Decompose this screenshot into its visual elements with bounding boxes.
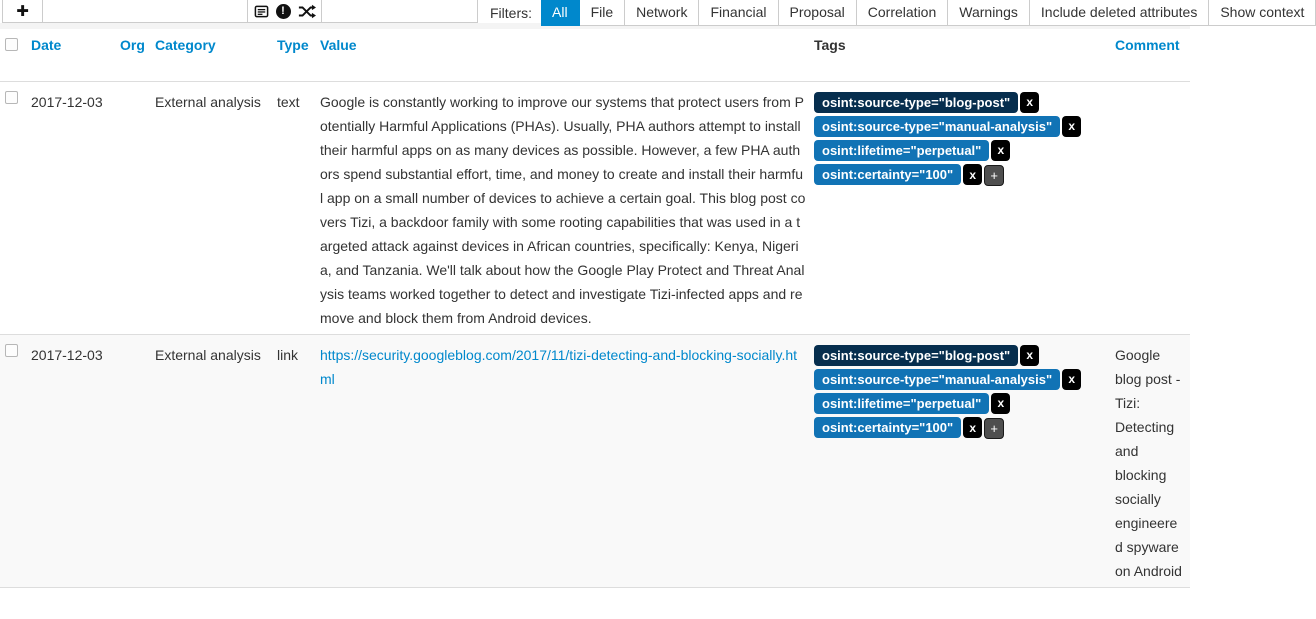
remove-tag-button[interactable]: x [963, 417, 982, 438]
type-cell: link [277, 346, 299, 363]
sort-value-header[interactable]: Value [320, 37, 357, 53]
add-tag-button[interactable]: + [984, 165, 1004, 186]
top-toolbar [0, 0, 1305, 29]
filter-include-deleted[interactable]: Include deleted attributes [1030, 0, 1209, 26]
tag-pill[interactable]: osint:source-type="manual-analysis" [814, 369, 1060, 390]
sort-category-header[interactable]: Category [155, 37, 216, 53]
category-cell: External analysis [155, 346, 261, 363]
sort-comment-header[interactable]: Comment [1115, 37, 1180, 53]
filter-all[interactable]: All [541, 0, 580, 26]
filters-bar [490, 0, 1316, 26]
value-cell: Google is constantly working to improve our systems that protect users from Potentially Harmful Applications (PHAs). Usually, PHA authors attempt to install their harmful apps on as many devices as possible. However, a few PHA authors spend substantial effort, time, and money to create and install their harmful app on a small number of devices to achieve a certain goal. This blog post covers Tizi, a backdoor family with some rooting capabilities that was used in a targeted attack against devices in African countries, specifically: Kenya, Nigeria, and Tanzania. We'll talk about how the Google Play Protect and Threat Analysis teams worked together to detect and investigate Tizi-infected apps and remove and block them from Android devices. [320, 93, 806, 326]
org-cell [120, 81, 155, 334]
tags-cell [814, 343, 1107, 439]
sort-date-header[interactable]: Date [31, 37, 62, 53]
tag-pill[interactable]: osint:certainty="100" [814, 164, 961, 185]
sort-org-header[interactable]: Org [120, 37, 145, 53]
list-icon[interactable] [254, 4, 269, 19]
attributes-table [0, 29, 1190, 588]
tag-pill[interactable]: osint:lifetime="perpetual" [814, 393, 989, 414]
toolbar-icon-group [248, 0, 322, 23]
comment-cell [1115, 81, 1190, 334]
filter-warnings[interactable]: Warnings [948, 0, 1030, 26]
filter-show-context[interactable]: Show context [1209, 0, 1316, 26]
sort-type-header[interactable]: Type [277, 37, 309, 53]
plus-icon: ✚ [16, 2, 29, 20]
tag-pill[interactable]: osint:source-type="blog-post" [814, 345, 1018, 366]
filter-file[interactable]: File [580, 0, 626, 26]
attribute-row [0, 334, 1190, 587]
filter-correlation[interactable]: Correlation [857, 0, 948, 26]
row-checkbox[interactable] [5, 344, 18, 357]
remove-tag-button[interactable]: x [1062, 116, 1081, 137]
remove-tag-button[interactable]: x [991, 140, 1010, 161]
comment-cell: Google blog post - Tizi: Detecting and blocking socially engineered spyware on Android [1115, 346, 1182, 579]
tag-pill[interactable]: osint:lifetime="perpetual" [814, 140, 989, 161]
date-cell: 2017-12-03 [31, 93, 103, 110]
filter-network[interactable]: Network [625, 0, 699, 26]
remove-tag-button[interactable]: x [1020, 92, 1039, 113]
attribute-action-strip [2, 0, 478, 23]
filter-proposal[interactable]: Proposal [779, 0, 857, 26]
tag-pill[interactable]: osint:source-type="manual-analysis" [814, 116, 1060, 137]
select-all-checkbox[interactable] [5, 38, 18, 51]
toolbar-spacer [322, 0, 478, 23]
remove-tag-button[interactable]: x [963, 164, 982, 185]
date-cell: 2017-12-03 [31, 346, 103, 363]
tags-header: Tags [814, 37, 846, 53]
attribute-row [0, 81, 1190, 334]
table-header-row [0, 29, 1190, 81]
remove-tag-button[interactable]: x [1020, 345, 1039, 366]
shuffle-icon[interactable] [298, 4, 316, 19]
type-cell: text [277, 93, 300, 110]
toolbar-spacer [43, 0, 248, 23]
filters-label: Filters: [490, 5, 532, 21]
add-attribute-button[interactable] [2, 0, 43, 23]
tags-cell [814, 90, 1107, 186]
tag-pill[interactable]: osint:source-type="blog-post" [814, 92, 1018, 113]
remove-tag-button[interactable]: x [1062, 369, 1081, 390]
value-link[interactable]: https://security.googleblog.com/2017/11/tizi-detecting-and-blocking-socially.html [320, 346, 798, 387]
exclamation-circle-icon[interactable]: ! [276, 4, 291, 19]
org-cell [120, 334, 155, 587]
row-checkbox[interactable] [5, 91, 18, 104]
remove-tag-button[interactable]: x [991, 393, 1010, 414]
category-cell: External analysis [155, 93, 261, 110]
tag-pill[interactable]: osint:certainty="100" [814, 417, 961, 438]
add-tag-button[interactable]: + [984, 418, 1004, 439]
filter-financial[interactable]: Financial [699, 0, 778, 26]
